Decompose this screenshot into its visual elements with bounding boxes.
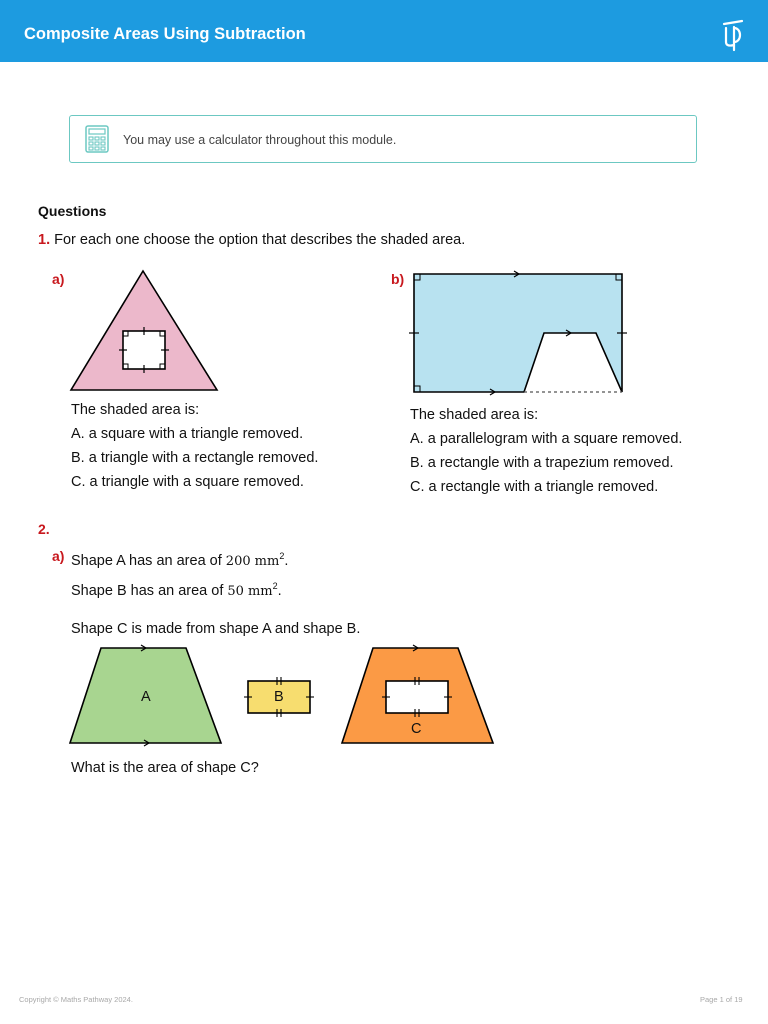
question-1a-option-b[interactable]: B. a triangle with a rectangle removed. — [71, 450, 319, 466]
shape-c-label: C — [411, 721, 422, 737]
question-1b-option-c[interactable]: C. a rectangle with a triangle removed. — [410, 479, 659, 495]
calculator-icon — [85, 125, 109, 153]
header-bar — [0, 0, 768, 62]
footer-copyright: Copyright © Maths Pathway 2024. — [19, 995, 133, 1004]
shape-a-area-value: 200 — [225, 553, 251, 569]
question-1a-option-c[interactable]: C. a triangle with a square removed. — [71, 474, 304, 490]
questions-heading: Questions — [38, 203, 107, 219]
question-1-prompt: For each one choose the option that describes the shaded area. — [54, 232, 466, 248]
question-1a-option-a[interactable]: A. a square with a triangle removed. — [71, 426, 304, 442]
question-1b-option-a[interactable]: A. a parallelogram with a square removed. — [410, 431, 683, 447]
calculator-notice-text: You may use a calculator throughout this module. — [123, 133, 397, 147]
shape-b-label: B — [274, 689, 284, 705]
question-1b-intro: The shaded area is: — [410, 407, 539, 423]
question-1a-answers — [71, 398, 318, 494]
area-unit: mm — [254, 553, 280, 569]
maths-pathway-logo-icon — [720, 18, 746, 52]
rectangle-with-trapezium-removed-figure — [406, 266, 632, 398]
question-1b-label: b) — [391, 271, 405, 287]
question-1-prompt-row — [38, 232, 465, 248]
shape-b-area-value: 50 — [227, 583, 244, 599]
shape-a-label: A — [141, 689, 151, 705]
triangle-with-square-removed-figure — [66, 266, 222, 394]
question-1b-option-b[interactable]: B. a rectangle with a trapezium removed. — [410, 455, 674, 471]
question-2a-prompt: What is the area of shape C? — [71, 760, 259, 776]
question-2a-text — [71, 544, 288, 604]
question-1-number: 1. — [38, 232, 51, 248]
question-1a-intro: The shaded area is: — [71, 402, 200, 418]
shape-c-description: Shape C is made from shape A and shape B. — [71, 621, 361, 637]
page-title: Composite Areas Using Subtraction — [24, 25, 306, 43]
shape-a-area-line: Shape A has an area of 200 $mm^2$. — [71, 551, 289, 569]
calculator-notice — [69, 115, 697, 163]
question-2-number: 2. — [38, 521, 50, 537]
question-2a-label: a) — [52, 548, 65, 564]
question-1b-answers — [410, 403, 682, 499]
footer-page-number: Page 1 of 19 — [700, 995, 743, 1004]
question-1a-label: a) — [52, 271, 65, 287]
area-unit: mm — [247, 583, 273, 599]
shape-b-area-line: Shape B has an area of 50 $mm^2$. — [71, 580, 282, 599]
